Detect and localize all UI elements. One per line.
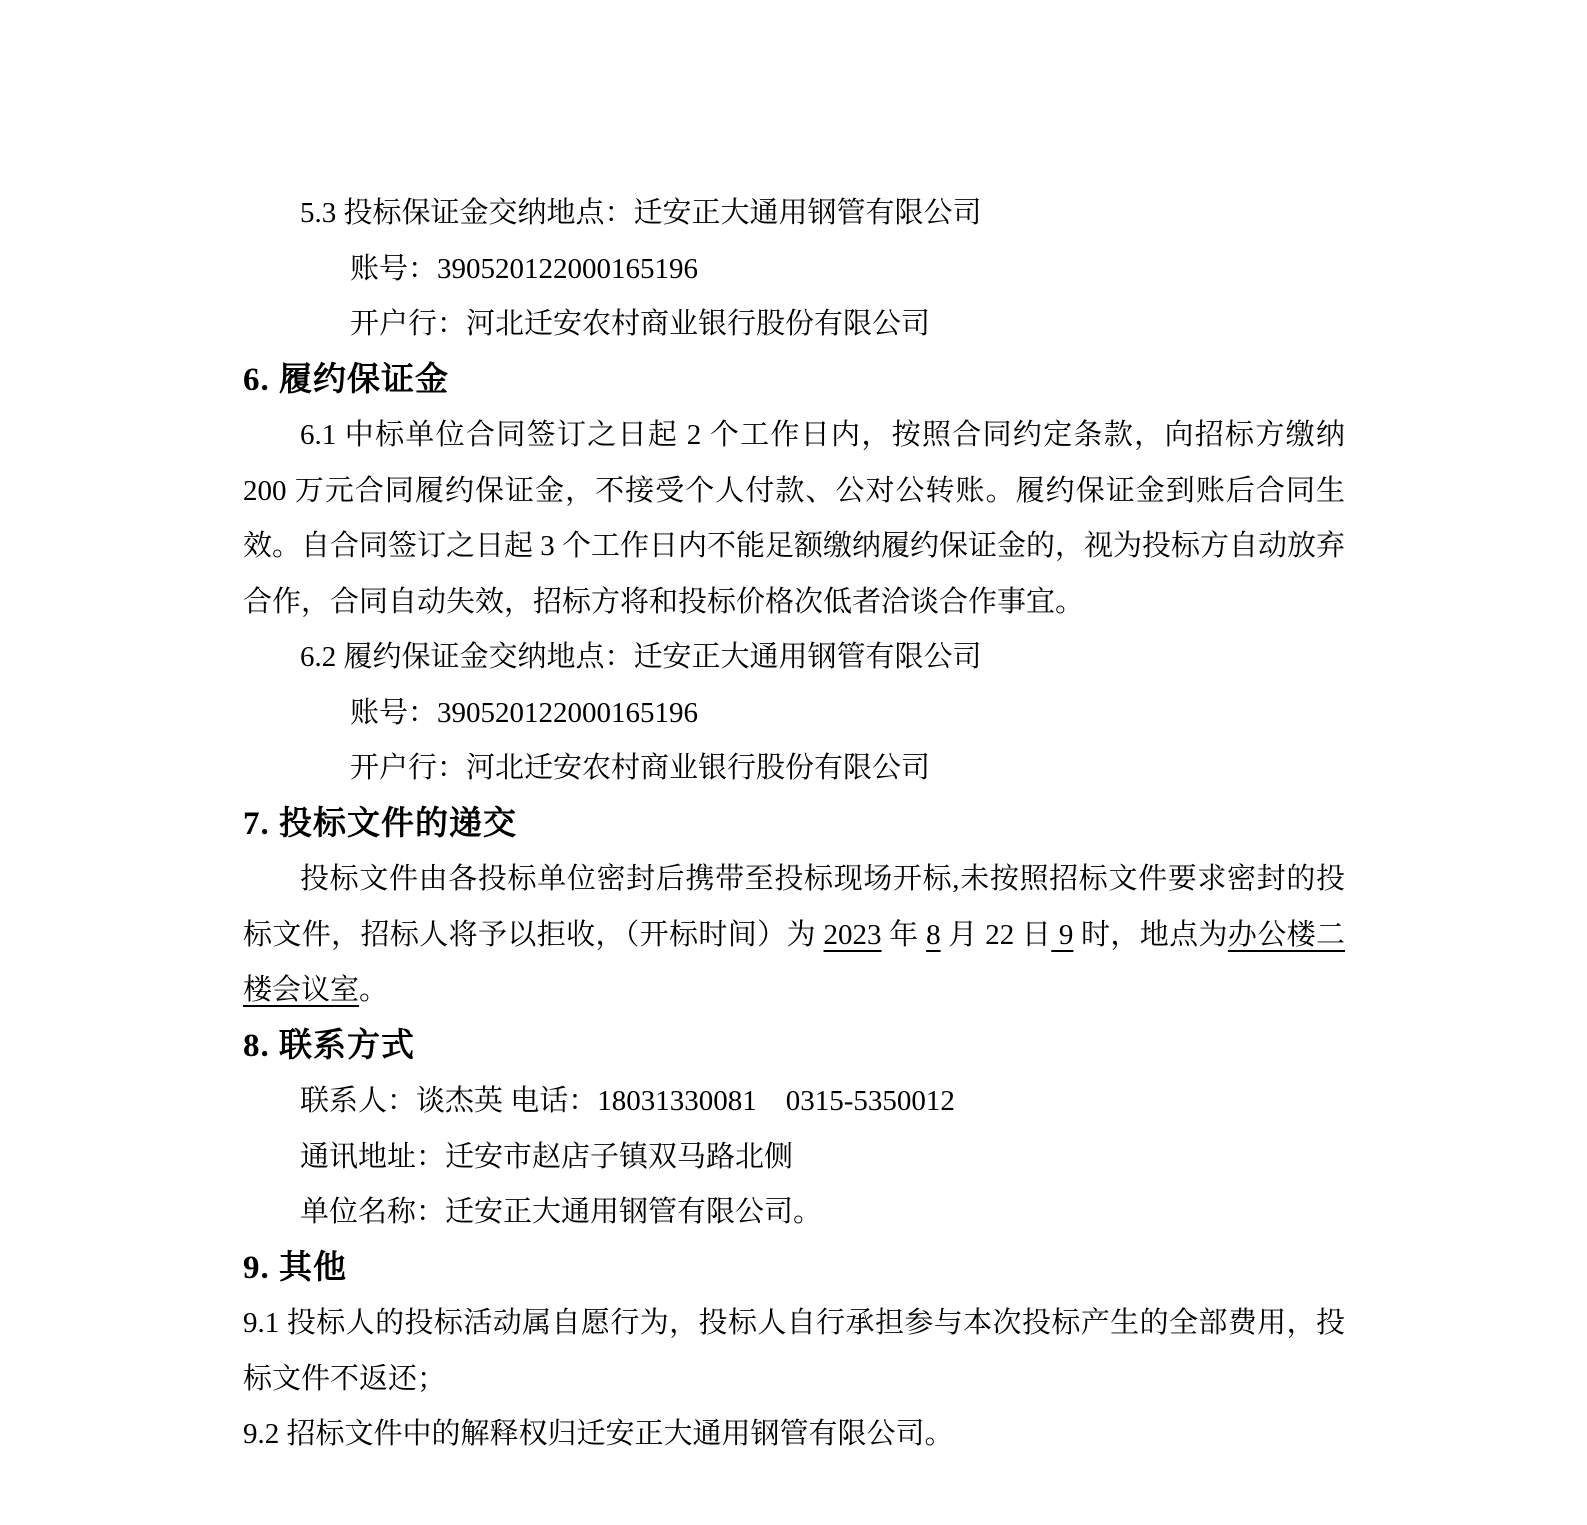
open-location-underlined: 办公楼二楼会议室 <box>243 918 1345 1006</box>
performance-bond-bank-name: 开户行：河北迁安农村商业银行股份有限公司 <box>350 752 931 784</box>
sentence-period: 。 <box>359 974 389 1006</box>
month-day-label: 月 22 日 <box>940 918 1052 951</box>
clause-9-2-interpretation-rights: 9.2 招标文件中的解释权归迁安正大通用钢管有限公司。 <box>243 1418 954 1450</box>
open-time-hour-underlined: 9 <box>1051 918 1074 951</box>
clause-7-bid-submission-paragraph <box>243 852 1345 1019</box>
section-6-heading-performance-bond: 6. 履约保证金 <box>243 361 449 398</box>
bid-deposit-account-number: 账号：390520122000165196 <box>350 252 699 285</box>
performance-bond-account-number: 账号：390520122000165196 <box>350 696 699 729</box>
clause-9-1-voluntary-bidding: 9.1 投标人的投标活动属自愿行为，投标人自行承担参与本次投标产生的全部费用，投标文件不返还； <box>243 1307 1345 1395</box>
section-8-heading-contact-info: 8. 联系方式 <box>243 1027 415 1064</box>
open-date-month-underlined: 8 <box>926 918 941 951</box>
mailing-address: 通讯地址：迁安市赵店子镇双马路北侧 <box>300 1140 794 1173</box>
clause-6-2-performance-bond-location: 6.2 履约保证金交纳地点：迁安正大通用钢管有限公司 <box>300 641 982 673</box>
company-name: 单位名称：迁安正大通用钢管有限公司。 <box>300 1196 823 1228</box>
bid-submission-text: 投标文件由各投标单位密封后携带至投标现场开标,未按照招标文件要求密封的投标文件，招标人将予以拒收，（开标时间）为 <box>243 863 1345 951</box>
hour-label: 时，地点为 <box>1073 918 1228 951</box>
open-date-year-underlined: 2023 <box>823 918 882 951</box>
section-7-heading-bid-submission: 7. 投标文件的递交 <box>243 805 517 842</box>
clause-6-1-performance-bond-terms: 6.1 中标单位合同签订之日起 2 个工作日内，按照合同约定条款，向招标方缴纳 200 万元合同履约保证金，不接受个人付款、公对公转账。履约保证金到账后合同生效。自合同签订之日起 3 个工作日内不能足额缴纳履约保证金的，视为投标方自动放弃合作，合同自动失效，招标方将和投标价格次低者洽谈合作事宜。 <box>243 419 1346 618</box>
bid-deposit-bank-name: 开户行：河北迁安农村商业银行股份有限公司 <box>350 308 931 340</box>
section-9-heading-others: 9. 其他 <box>243 1249 347 1286</box>
contact-person-and-phones: 联系人：谈杰英 电话：18031330081 0315-5350012 <box>300 1085 955 1117</box>
clause-5-3-bid-deposit-location: 5.3 投标保证金交纳地点：迁安正大通用钢管有限公司 <box>300 197 982 229</box>
year-label: 年 <box>881 918 927 951</box>
